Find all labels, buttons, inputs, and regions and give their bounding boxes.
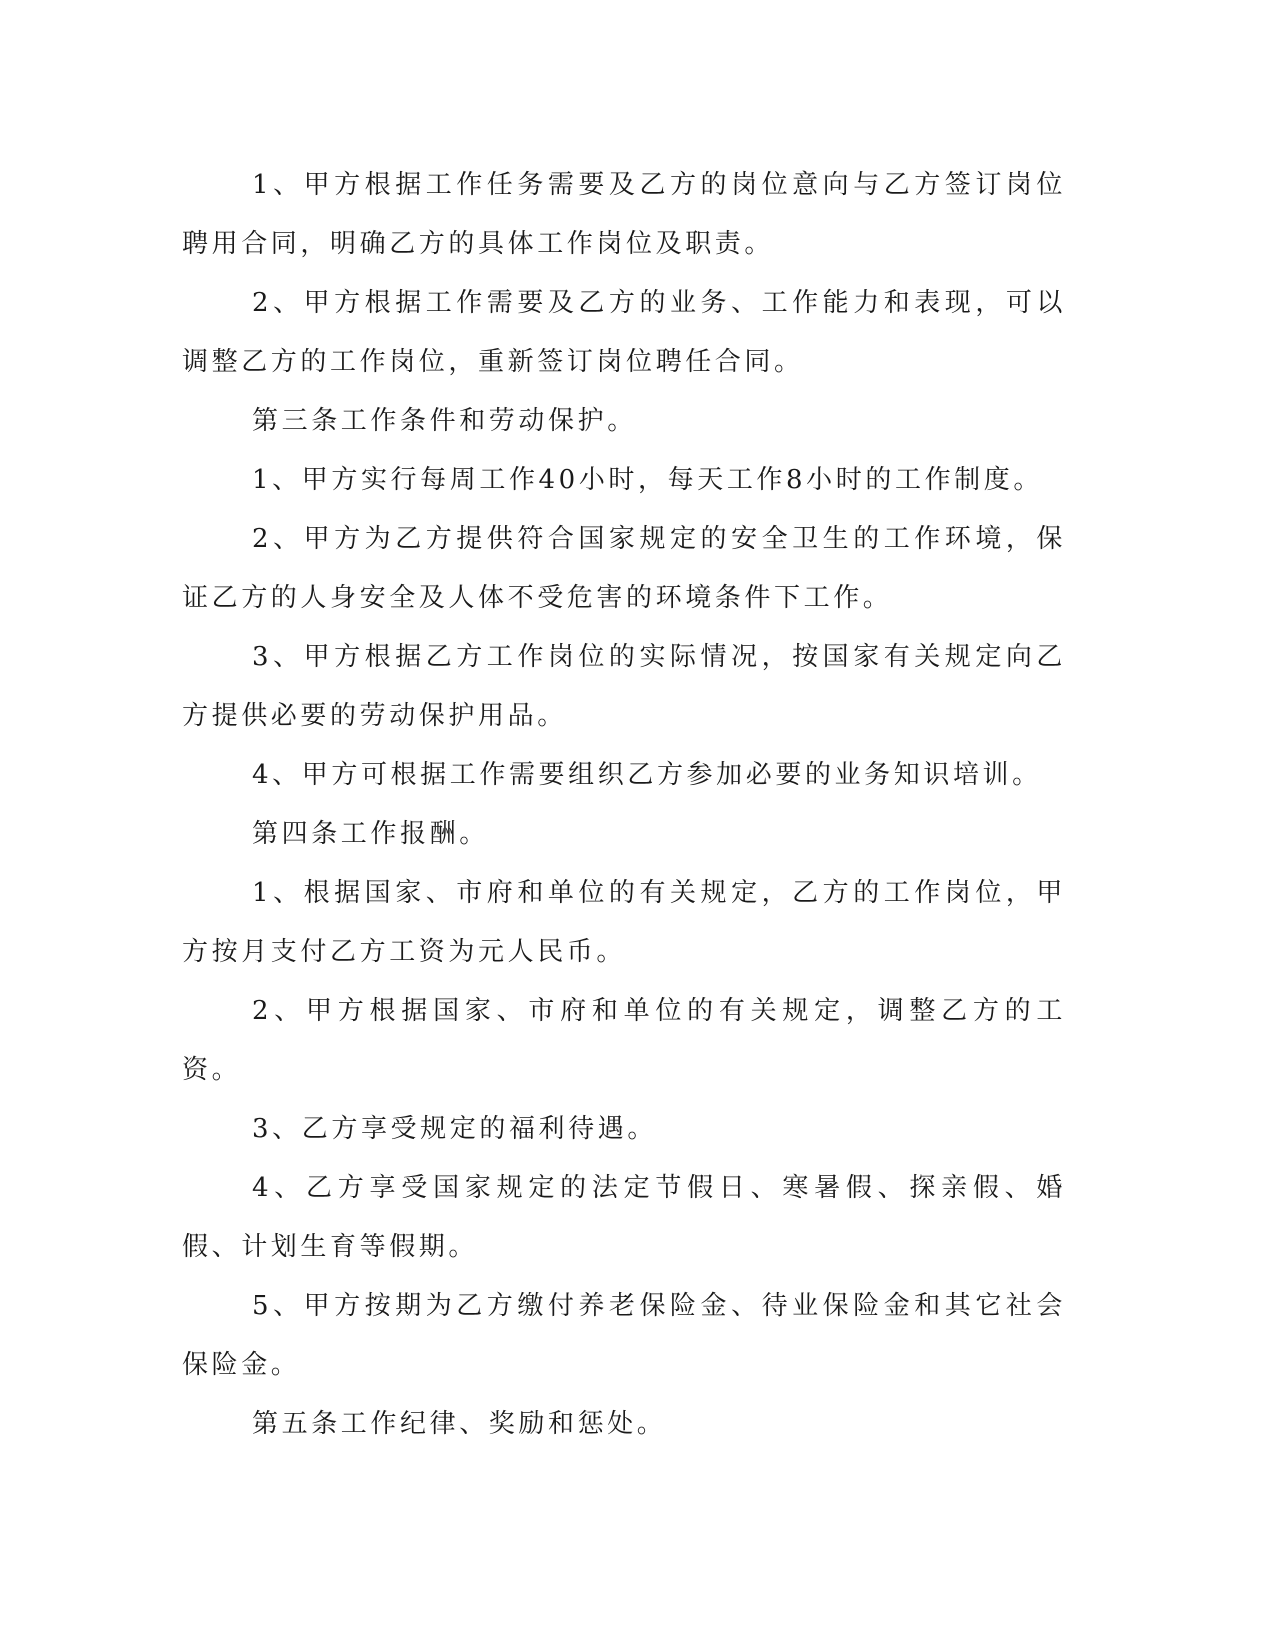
heading-clause-3: 第三条工作条件和劳动保护。 [252,406,637,436]
paragraph-clause-4-item-4: 4、乙方享受国家规定的法定节假日、寒暑假、探亲假、婚假、计划生育等假期。 [182,1173,1066,1262]
paragraph-clause-4-item-3: 3、乙方享受规定的福利待遇。 [252,1114,657,1144]
heading-clause-4: 第四条工作报酬。 [252,819,489,849]
heading-clause-5: 第五条工作纪律、奖励和惩处。 [252,1409,667,1439]
document-body [182,156,1066,1454]
paragraph-clause-4-item-1: 1、根据国家、市府和单位的有关规定，乙方的工作岗位，甲方按月支付乙方工资为元人民币。 [182,878,1066,967]
paragraph-clause-3-item-2: 2、甲方为乙方提供符合国家规定的安全卫生的工作环境，保证乙方的人身安全及人体不受危害的环境条件下工作。 [182,524,1066,613]
paragraph-clause-2-item-2: 2、甲方根据工作需要及乙方的业务、工作能力和表现，可以调整乙方的工作岗位，重新签订岗位聘任合同。 [182,288,1066,377]
paragraph-clause-3-item-3: 3、甲方根据乙方工作岗位的实际情况，按国家有关规定向乙方提供必要的劳动保护用品。 [182,642,1066,731]
paragraph-clause-3-item-4: 4、甲方可根据工作需要组织乙方参加必要的业务知识培训。 [252,760,1042,790]
paragraph-clause-3-item-1: 1、甲方实行每周工作40小时，每天工作8小时的工作制度。 [252,465,1043,495]
paragraph-clause-2-item-1: 1、甲方根据工作任务需要及乙方的岗位意向与乙方签订岗位聘用合同，明确乙方的具体工作岗位及职责。 [182,170,1066,259]
paragraph-clause-4-item-5: 5、甲方按期为乙方缴付养老保险金、待业保险金和其它社会保险金。 [182,1291,1066,1380]
paragraph-clause-4-item-2: 2、甲方根据国家、市府和单位的有关规定，调整乙方的工资。 [182,996,1066,1085]
